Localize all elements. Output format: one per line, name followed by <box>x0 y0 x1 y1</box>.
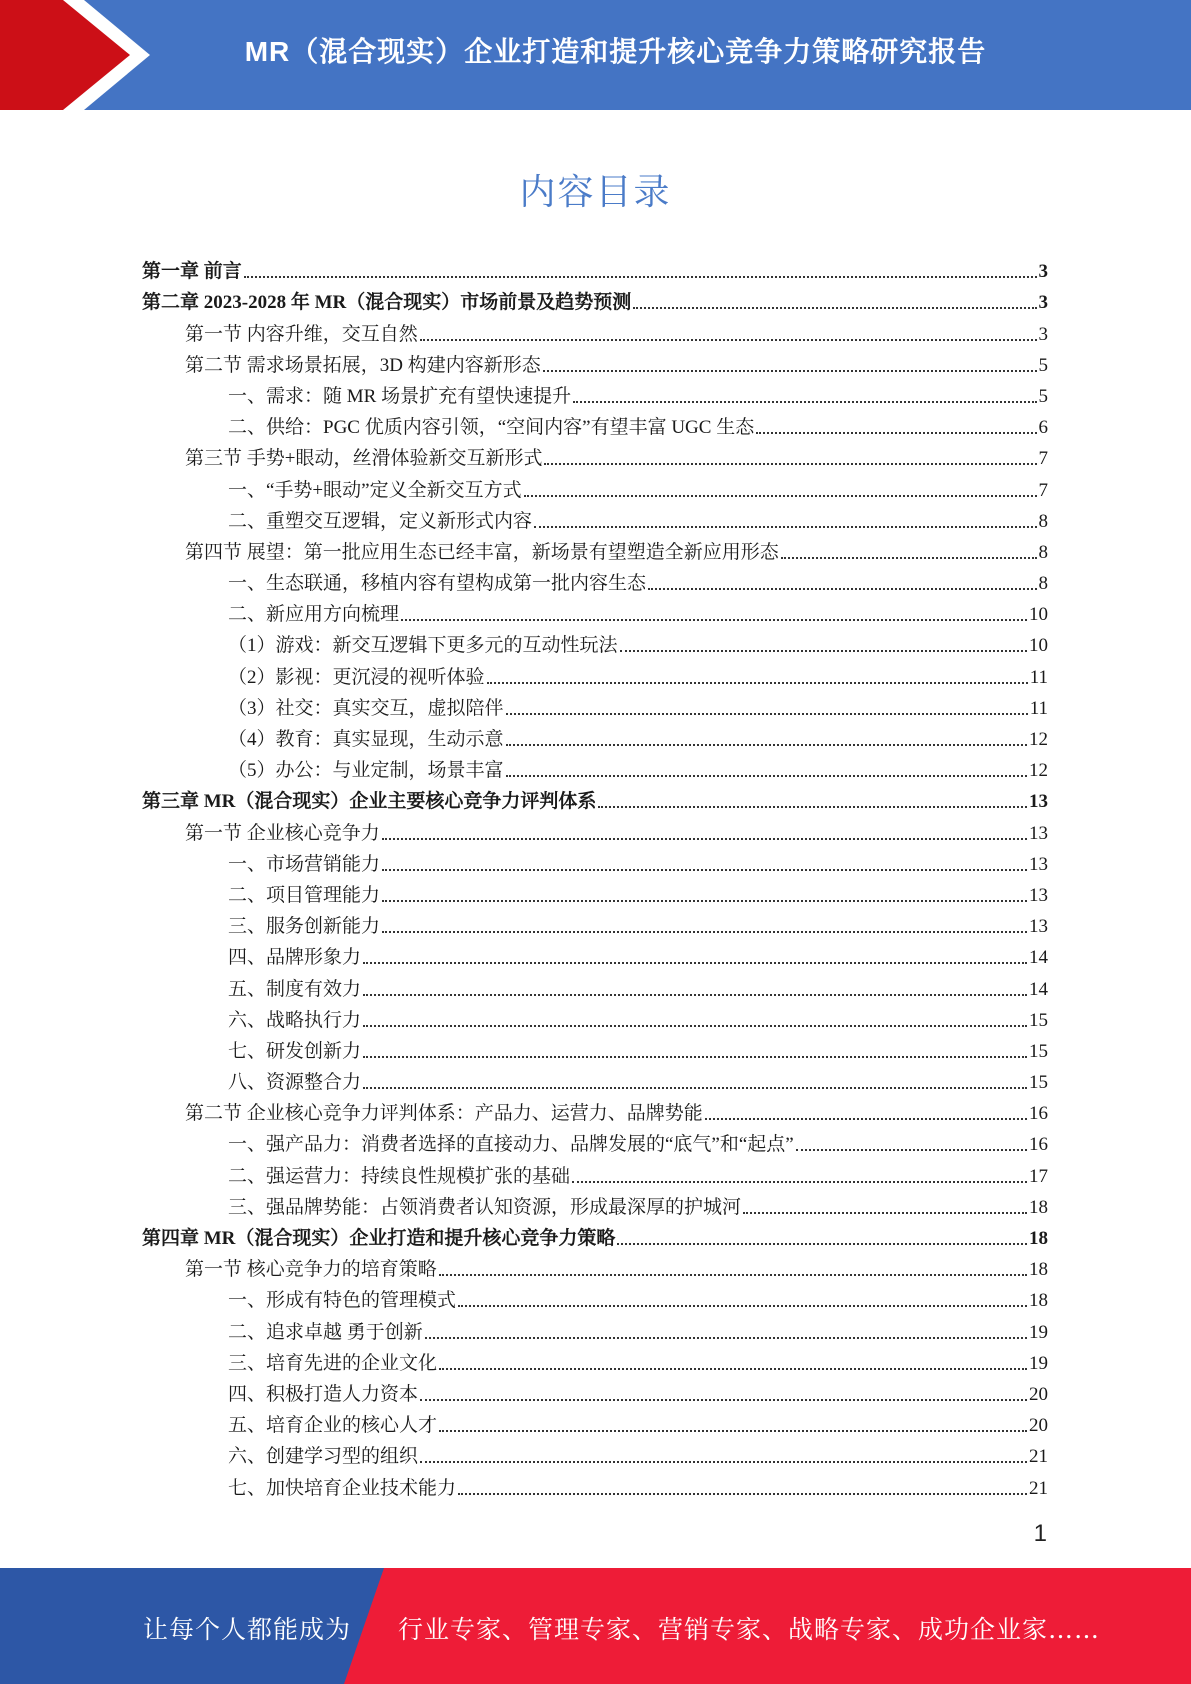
toc-dot-leader <box>506 743 1027 746</box>
toc-entry-page: 10 <box>1029 604 1048 626</box>
toc-dot-leader <box>439 1429 1027 1432</box>
toc-entry-title: 三、强品牌势能：占领消费者认知资源，形成最深厚的护城河 <box>228 1196 742 1218</box>
toc-entry-page: 20 <box>1029 1383 1048 1405</box>
toc-dot-leader <box>633 306 1036 309</box>
toc-entry[interactable] <box>142 1345 1048 1376</box>
toc-entry[interactable] <box>142 627 1048 658</box>
toc-dot-leader <box>648 587 1036 590</box>
toc-entry-title: 二、新应用方向梳理 <box>228 604 400 626</box>
toc-entry-page: 13 <box>1029 822 1048 844</box>
toc-entry-page: 11 <box>1029 697 1048 719</box>
toc-entry-page: 13 <box>1029 884 1048 906</box>
toc-dot-leader <box>543 369 1037 372</box>
toc-entry-title: 三、服务创新能力 <box>228 916 381 938</box>
toc-dot-leader <box>458 1492 1027 1495</box>
toc-entry[interactable] <box>142 284 1048 315</box>
toc-entry-title: （3）社交：真实交互，虚拟陪伴 <box>228 697 504 719</box>
toc-heading: 内容目录 <box>519 172 672 213</box>
toc-dot-leader <box>524 494 1037 497</box>
toc-entry[interactable] <box>142 1407 1048 1438</box>
toc-entry-title: 二、重塑交互逻辑，定义新形式内容 <box>228 510 533 532</box>
toc-entry[interactable] <box>142 1002 1048 1033</box>
toc-entry-page: 3 <box>1038 323 1048 345</box>
toc-entry[interactable] <box>142 253 1048 284</box>
toc-entry-title: （4）教育：真实显现，生动示意 <box>228 729 504 750</box>
toc-entry-page: 14 <box>1029 978 1048 1000</box>
toc-entry-page: 17 <box>1029 1165 1048 1187</box>
toc-dot-leader <box>244 275 1037 278</box>
toc-entry-page: 11 <box>1029 666 1048 688</box>
toc-entry-title: 一、需求：随 MR 场景扩充有望快速提升 <box>228 385 572 407</box>
toc-entry[interactable] <box>142 471 1048 502</box>
toc-dot-leader <box>425 1336 1027 1339</box>
toc-entry[interactable] <box>142 658 1048 689</box>
toc-entry[interactable] <box>142 1220 1048 1251</box>
toc-entry-title: 一、市场营销能力 <box>228 853 381 875</box>
toc-entry[interactable] <box>142 846 1048 877</box>
toc-entry[interactable] <box>142 877 1048 908</box>
toc-dot-leader <box>796 1148 1027 1151</box>
toc-entry-title: 第四节 展望：第一批应用生态已经丰富，新场景有望塑造全新应用形态 <box>185 541 779 563</box>
toc-entry-page: 21 <box>1029 1446 1048 1468</box>
toc-entry[interactable] <box>142 347 1048 378</box>
toc-entry-page: 15 <box>1029 1009 1048 1031</box>
toc-entry[interactable] <box>142 1189 1048 1220</box>
toc-entry-title: 一、形成有特色的管理模式 <box>228 1290 457 1312</box>
toc-entry-page: 13 <box>1029 916 1048 938</box>
toc-entry-page: 18 <box>1029 1259 1048 1281</box>
toc-dot-leader <box>439 1273 1027 1276</box>
toc-entry-title: 第二章 2023-2028 年 MR（混合现实）市场前景及趋势预测 <box>142 292 632 314</box>
toc-entry[interactable] <box>142 1376 1048 1407</box>
toc-entry[interactable] <box>142 752 1048 783</box>
toc-entry-title: 第一节 企业核心竞争力 <box>185 822 380 844</box>
toc-dot-leader <box>572 1180 1027 1183</box>
toc-entry-page: 7 <box>1038 479 1048 501</box>
toc-dot-leader <box>506 712 1028 715</box>
toc-dot-leader <box>363 961 1027 964</box>
toc-entry-page: 20 <box>1029 1415 1048 1437</box>
toc-dot-leader <box>756 431 1036 434</box>
toc-entry[interactable] <box>142 534 1048 565</box>
toc-entry[interactable] <box>142 440 1048 471</box>
header-band <box>0 0 1191 110</box>
toc-entry[interactable] <box>142 690 1048 721</box>
toc-dot-leader <box>781 556 1037 559</box>
toc-entry[interactable] <box>142 596 1048 627</box>
toc-entry-page: 7 <box>1038 448 1048 470</box>
toc-entry[interactable] <box>142 908 1048 939</box>
toc-entry[interactable] <box>142 565 1048 596</box>
toc-dot-leader <box>458 1304 1027 1307</box>
toc-entry-title: 五、制度有效力 <box>228 978 362 1000</box>
toc-entry-page: 5 <box>1038 385 1048 407</box>
toc-entry-title: 第四章 MR（混合现实）企业打造和提升核心竞争力策略 <box>142 1228 616 1249</box>
toc-entry-title: 第一节 内容升维，交互自然 <box>185 323 418 345</box>
toc-entry[interactable] <box>142 1469 1048 1500</box>
toc-entry-page: 8 <box>1038 510 1048 532</box>
toc-dot-leader <box>420 1398 1027 1401</box>
toc-entry-page: 15 <box>1029 1040 1048 1062</box>
toc-entry-title: 第三章 MR（混合现实）企业主要核心竞争力评判体系 <box>142 791 597 813</box>
toc-dot-leader <box>705 1117 1027 1120</box>
toc-entry-page: 16 <box>1029 1103 1048 1125</box>
toc-entry-title: 二、强运营力：持续良性规模扩张的基础 <box>228 1165 571 1187</box>
toc-dot-leader <box>382 930 1027 933</box>
toc-entry[interactable] <box>142 1126 1048 1157</box>
toc-dot-leader <box>420 1460 1027 1463</box>
toc-entry-title: 第二节 企业核心竞争力评判体系：产品力、运营力、品牌势能 <box>185 1103 703 1125</box>
toc-entry-page: 13 <box>1029 791 1048 813</box>
toc-entry[interactable] <box>142 1064 1048 1095</box>
toc-entry-page: 8 <box>1038 541 1048 563</box>
toc-dot-leader <box>363 993 1027 996</box>
toc-entry[interactable] <box>142 503 1048 534</box>
page-number: 1 <box>1033 1520 1047 1547</box>
toc-entry[interactable] <box>142 1033 1048 1064</box>
toc-dot-leader <box>506 774 1027 777</box>
toc-entry-title: 八、资源整合力 <box>228 1072 362 1094</box>
toc-entry-page: 3 <box>1038 292 1048 314</box>
toc-entry-page: 16 <box>1029 1134 1048 1156</box>
toc-dot-leader <box>544 462 1036 465</box>
toc-entry-title: 二、供给：PGC 优质内容引领，“空间内容”有望丰富 UGC 生态 <box>228 417 755 439</box>
toc-entry-title: 六、创建学习型的组织 <box>228 1446 419 1468</box>
toc-entry-title: 五、培育企业的核心人才 <box>228 1415 438 1437</box>
toc-dot-leader <box>620 649 1027 652</box>
toc-entry-title: 二、项目管理能力 <box>228 884 381 906</box>
toc-dot-leader <box>743 1211 1027 1214</box>
toc-entry-title: 七、研发创新力 <box>228 1040 362 1062</box>
toc-entry-title: 四、品牌形象力 <box>228 947 362 969</box>
toc-entry-title: （1）游戏：新交互逻辑下更多元的互动性玩法 <box>228 635 618 657</box>
toc-entry-title: 一、“手势+眼动”定义全新交互方式 <box>228 479 522 501</box>
toc-entry[interactable] <box>142 783 1048 814</box>
toc-entry[interactable] <box>142 1157 1048 1188</box>
toc-entry-title: （2）影视：更沉浸的视听体验 <box>228 666 485 688</box>
toc-entry-page: 19 <box>1029 1352 1048 1374</box>
toc-dot-leader <box>598 805 1027 808</box>
toc-entry[interactable] <box>142 409 1048 440</box>
toc-dot-leader <box>363 1055 1027 1058</box>
toc-dot-leader <box>382 899 1027 902</box>
toc-entry[interactable] <box>142 1251 1048 1282</box>
toc-entry-page: 6 <box>1038 417 1048 439</box>
toc-entry-title: 第二节 需求场景拓展，3D 构建内容新形态 <box>185 354 541 376</box>
toc-entry-page: 10 <box>1029 635 1048 657</box>
toc-entry-title: 六、战略执行力 <box>228 1009 362 1031</box>
footer-slogan-left: 让每个人都能成为 <box>143 1615 352 1644</box>
toc-entry-page: 5 <box>1038 354 1048 376</box>
toc-entry-title: 第三节 手势+眼动，丝滑体验新交互新形式 <box>185 448 543 470</box>
toc-entry[interactable] <box>142 721 1048 752</box>
toc-entry-page: 15 <box>1029 1072 1048 1094</box>
toc-entry-page: 18 <box>1029 1196 1048 1218</box>
toc-entry[interactable] <box>142 814 1048 845</box>
toc-entry[interactable] <box>142 1313 1048 1344</box>
toc-entry-title: （5）办公：与业定制，场景丰富 <box>228 760 504 782</box>
toc-entry[interactable] <box>142 1095 1048 1126</box>
toc-entry[interactable] <box>142 939 1048 970</box>
toc-dot-leader <box>573 400 1036 403</box>
toc-entry-page: 12 <box>1029 729 1048 750</box>
footer-slogan-right: 行业专家、管理专家、营销专家、战略专家、成功企业家…… <box>398 1615 1101 1644</box>
toc-entry-page: 14 <box>1029 947 1048 969</box>
toc-entry[interactable] <box>142 378 1048 409</box>
toc-entry[interactable] <box>142 1438 1048 1469</box>
toc-dot-leader <box>382 837 1027 840</box>
toc-entry-title: 一、强产品力：消费者选择的直接动力、品牌发展的“底气”和“起点” <box>228 1134 794 1156</box>
toc-entry-page: 18 <box>1029 1228 1048 1249</box>
toc-dot-leader <box>487 681 1028 684</box>
toc-entry-page: 8 <box>1038 573 1048 595</box>
toc-dot-leader <box>363 1024 1027 1027</box>
toc-dot-leader <box>534 525 1036 528</box>
toc-entry-title: 七、加快培育企业技术能力 <box>228 1477 457 1499</box>
toc-entry-title: 第一节 核心竞争力的培育策略 <box>185 1259 437 1281</box>
toc-entry-title: 四、积极打造人力资本 <box>228 1383 419 1405</box>
toc-dot-leader <box>439 1367 1027 1370</box>
footer-band <box>0 1568 1191 1684</box>
toc-dot-leader <box>363 1086 1027 1089</box>
toc-entry-page: 19 <box>1029 1321 1048 1343</box>
toc-entry-title: 三、培育先进的企业文化 <box>228 1352 438 1374</box>
toc-dot-leader <box>420 338 1037 341</box>
toc-dot-leader <box>401 618 1027 621</box>
toc-entry-page: 18 <box>1029 1290 1048 1312</box>
toc-entry-page: 21 <box>1029 1477 1048 1499</box>
toc-entry[interactable] <box>142 315 1048 346</box>
toc-entry[interactable] <box>142 970 1048 1001</box>
toc-entry-title: 一、生态联通，移植内容有望构成第一批内容生态 <box>228 573 647 595</box>
toc-dot-leader <box>617 1242 1027 1245</box>
table-of-contents <box>142 253 1048 1501</box>
toc-dot-leader <box>382 868 1027 871</box>
toc-entry-title: 二、追求卓越 勇于创新 <box>228 1321 423 1343</box>
toc-entry-page: 3 <box>1038 261 1048 283</box>
toc-entry-page: 12 <box>1029 760 1048 782</box>
report-title: MR（混合现实）企业打造和提升核心竞争力策略研究报告 <box>244 36 987 67</box>
toc-entry-title: 第一章 前言 <box>142 261 242 283</box>
toc-entry[interactable] <box>142 1282 1048 1313</box>
toc-entry-page: 13 <box>1029 853 1048 875</box>
